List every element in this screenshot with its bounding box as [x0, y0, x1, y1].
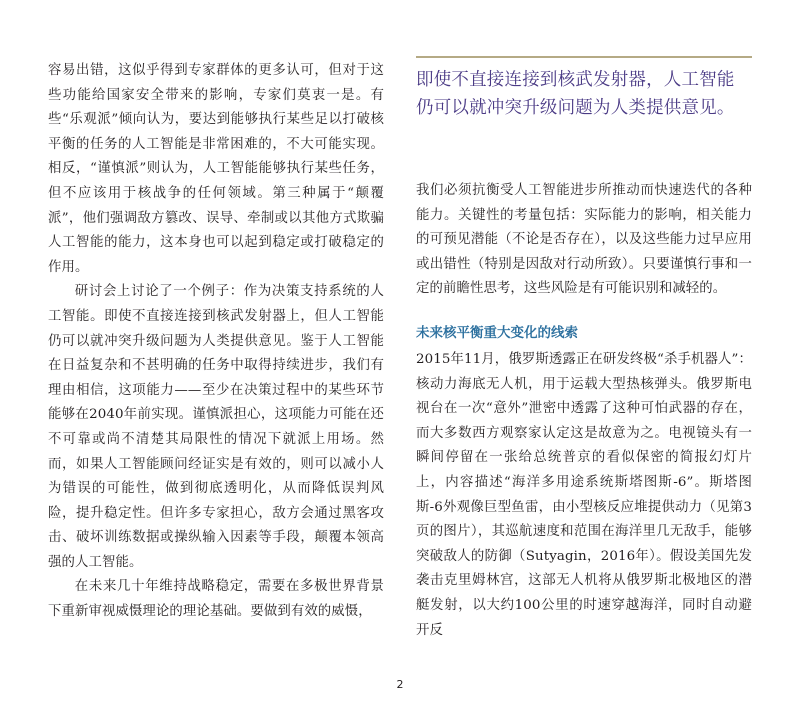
- right-column: [416, 56, 752, 643]
- page-number: 2: [396, 678, 404, 691]
- left-column: [48, 59, 384, 625]
- body-paragraph: 我们必须抗衡受人工智能进步所推动而快速迭代的各种能力。关键性的考量包括：实际能力的影响，相关能力的可预见潜能（不论是否存在），以及这些能力过早应用或出错性（特别是因敌对行动所致）。只要谨慎行事和一定的前瞻性思考，这些风险是有可能识别和减轻的。: [416, 183, 752, 297]
- body-paragraph: 在未来几十年维持战略稳定，需要在多极世界背景下重新审视威慑理论的理论基础。要做到有效的威慑，: [48, 579, 384, 620]
- section-heading: 未来核平衡重大变化的线索: [416, 324, 578, 341]
- body-paragraph: 容易出错，这似乎得到专家群体的更多认可，但对于这些功能给国家安全带来的影响，专家们莫衷一是。有些“乐观派”倾向认为，要达到能够执行某些足以打破核平衡的任务的人工智能是非常困难的，不大可能实现。相反，“谨慎派”则认为，人工智能能够执行某些任务，但不应该用于核战争的任何领域。第三种属于“颠覆派”，他们强调敌方篡改、误导、牵制或以其他方式欺骗人工智能的能力，这本身也可以起到稳定或打破稳定的作用。: [48, 63, 384, 275]
- pull-quote-rule: [416, 56, 752, 58]
- body-paragraph: 研讨会上讨论了一个例子：作为决策支持系统的人工智能。即使不直接连接到核武发射器上，但人工智能仍可以就冲突升级问题为人类提供意见。鉴于人工智能在日益复杂和不甚明确的任务中取得持续进步，我们有理由相信，这项能力——至少在决策过程中的某些环节能够在2040年前实现。谨慎派担心，这项能力可能在还不可靠或尚不清楚其局限性的情况下就派上用场。然而，如果人工智能顾问经证实是有效的，则可以减小人为错误的可能性，做到彻底透明化，从而降低误判风险，提升稳定性。但许多专家担心，敌方会通过黑客攻击、破坏训练数据或操纵输入因素等手段，颠覆本领高强的人工智能。: [48, 284, 384, 570]
- body-paragraph: 2015年11月，俄罗斯透露正在研发终极“杀手机器人”：核动力海底无人机，用于运载大型热核弹头。俄罗斯电视台在一次“意外”泄密中透露了这种可怕武器的存在，而大多数西方观察家认定这是故意为之。电视镜头有一瞬间停留在一张给总统普京的看似保密的简报幻灯片上，内容描述“海洋多用途系统斯塔图斯-6”。斯塔图斯-6外观像巨型鱼雷，由小型核反应堆提供动力（见第3页的图片），其巡航速度和范围在海洋里几无敌手，能够突破敌人的防御（Sutyagin，2016年）。假设美国先发袭击克里姆林宫，这部无人机将从俄罗斯北极地区的潜艇发射，以大约100公里的时速穿越海洋，同时自动避开反: [416, 351, 752, 638]
- pull-quote: 即使不直接连接到核武发射器，人工智能仍可以就冲突升级问题为人类提供意见。: [416, 70, 735, 118]
